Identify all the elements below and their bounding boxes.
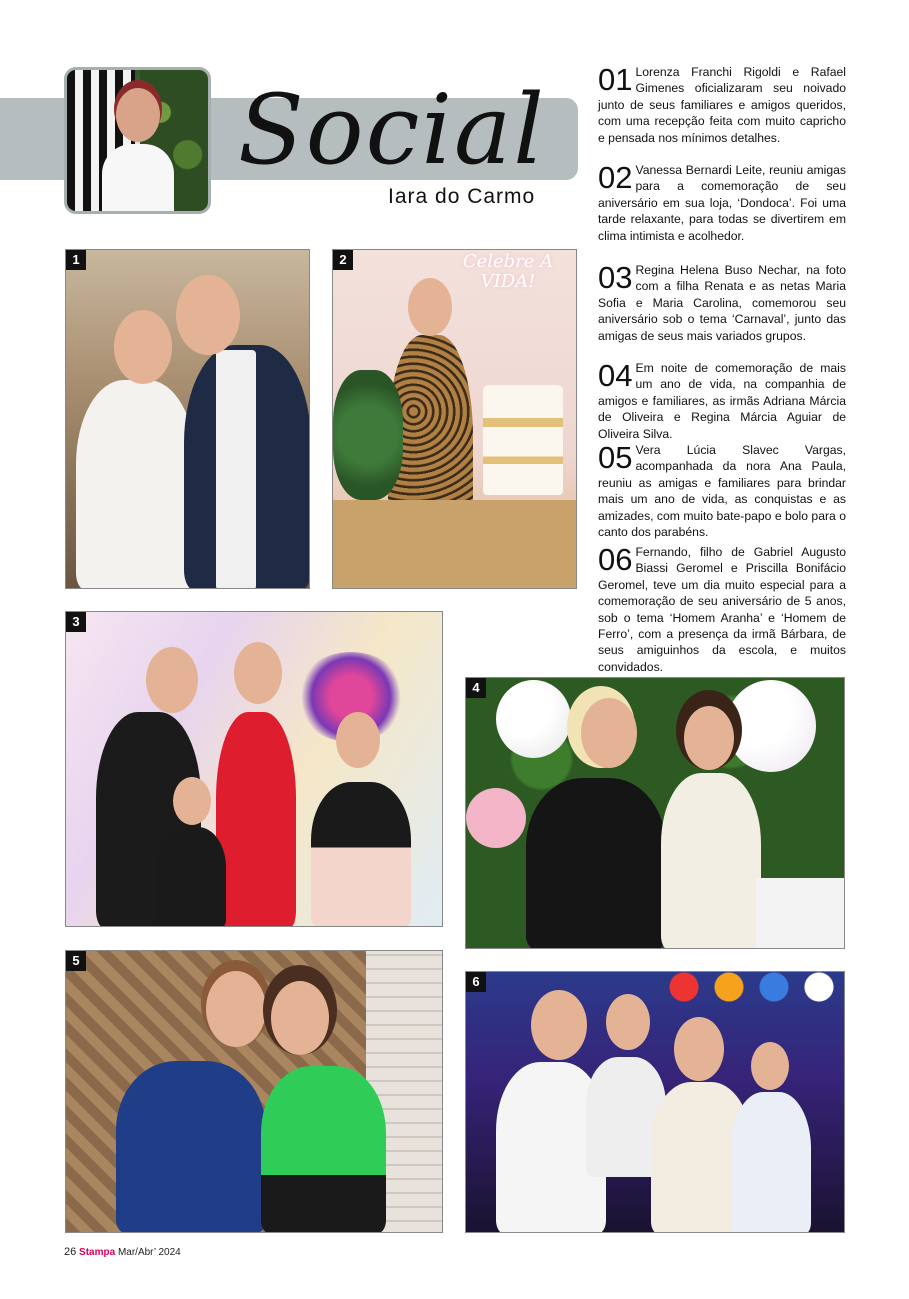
photo-6-father-face xyxy=(531,990,587,1060)
caption-text: Vanessa Bernardi Leite, reuniu amigas para a comemoração de seu aniversário em sua loja, ‘Dondoca’. Foi uma tarde relaxante, para todas se divertirem em clima intimista e acolhedor. xyxy=(598,163,846,243)
photo-badge: 2 xyxy=(333,250,353,270)
photo-4-table xyxy=(756,878,845,949)
caption-text: Em noite de comemoração de mais um ano de vida, na companhia de amigos e familiares, as irmãs Adriana Márcia de Oliveira e Regina Márcia Aguiar de Oliveira Silva. xyxy=(598,361,846,441)
caption-04 xyxy=(598,358,846,441)
photo-6-mother-face xyxy=(674,1017,724,1081)
photo-3 xyxy=(65,611,443,927)
caption-text: Vera Lúcia Slavec Vargas, acompanhada da nora Ana Paula, reuniu as amigas e familiares para brindar mais um ano de vida, as conquistas e as amizades, com muito bate-papo e bolo para o canto dos parabéns. xyxy=(598,443,846,540)
photo-badge: 1 xyxy=(66,250,86,270)
photo-3-grandmother-face xyxy=(146,647,198,713)
issue-date: Mar/Abr’ 2024 xyxy=(117,1247,181,1258)
caption-06 xyxy=(598,544,846,675)
photo-6-girl-face xyxy=(751,1042,789,1090)
portrait-person xyxy=(102,88,174,208)
photo-2-cake xyxy=(483,385,563,495)
photo-4-blonde-woman-face xyxy=(581,698,637,768)
caption-text: Fernando, filho de Gabriel Augusto Biassi Geromel e Priscilla Bonifácio Geromel, teve um dia muito especial para a comemoração de seu aniversário de 5 anos, sob o tema ‘Homem Aranha’ e ‘Homem de Ferro’, com a presença da irmã Bárbara, de seus amiguinhos da escola, e muitos convidados. xyxy=(598,545,846,674)
photo-6-boy-face xyxy=(606,994,650,1050)
caption-text: Lorenza Franchi Rigoldi e Rafael Gimenes oficializaram seu noivado junto de seus familiares e amigos queridos, com uma recepção feita com muito capricho e pensada nos mínimos detalhes. xyxy=(598,65,846,145)
photo-4-dark-hair-woman-face xyxy=(684,706,734,770)
magazine-brand: Stampa xyxy=(79,1247,116,1258)
portrait-head xyxy=(116,88,160,142)
photo-3-granddaughter xyxy=(311,782,411,927)
photo-badge: 4 xyxy=(466,678,486,698)
page-number: 26 xyxy=(64,1246,77,1258)
caption-number: 03 xyxy=(598,260,633,295)
photo-6-girl xyxy=(731,1092,811,1233)
caption-05 xyxy=(598,440,846,540)
photo-5 xyxy=(65,950,443,1233)
photo-1-bride xyxy=(76,380,196,589)
photo-badge: 3 xyxy=(66,612,86,632)
section-title: Social xyxy=(238,74,546,186)
photo-3-granddaughter-face xyxy=(336,712,380,768)
photo-2 xyxy=(332,249,577,589)
page-footer xyxy=(64,1246,181,1258)
photo-1-bride-face xyxy=(114,310,172,384)
caption-number: 02 xyxy=(598,160,633,195)
photo-badge: 5 xyxy=(66,951,86,971)
caption-number: 06 xyxy=(598,542,633,577)
photo-4-blonde-woman xyxy=(526,778,666,949)
photo-5-older-woman xyxy=(116,1061,266,1233)
photo-4-dark-hair-woman xyxy=(661,773,761,949)
photo-2-neon-sign: Celebre A VIDA! xyxy=(462,251,554,292)
photo-badge: 6 xyxy=(466,972,486,992)
captions-column xyxy=(598,64,846,675)
photo-5-younger-woman xyxy=(261,1066,386,1233)
photo-5-older-woman-face xyxy=(206,971,266,1047)
photo-3-daughter-face xyxy=(234,642,282,704)
photo-6 xyxy=(465,971,845,1233)
photo-2-table xyxy=(333,500,577,589)
photo-3-granddaughter-small-face xyxy=(173,777,211,825)
photo-1-groom-shirt xyxy=(216,350,256,589)
photo-2-woman-face xyxy=(408,278,452,336)
photo-5-younger-woman-face xyxy=(271,981,329,1055)
portrait-dress xyxy=(102,144,174,214)
caption-text: Regina Helena Buso Nechar, na foto com a filha Renata e as netas Maria Sofia e Maria Carolina, comemorou seu aniversário sob o tema ‘Carnaval’, junto das amigas de seus mais variados grupos. xyxy=(598,263,846,343)
photo-4-balloon-left xyxy=(496,680,571,758)
caption-01 xyxy=(598,64,846,144)
photo-4 xyxy=(465,677,845,949)
caption-number: 04 xyxy=(598,358,633,393)
caption-number: 01 xyxy=(598,62,633,97)
columnist-name: Iara do Carmo xyxy=(388,185,536,208)
photo-3-granddaughter-small xyxy=(156,827,226,927)
photo-1-groom-face xyxy=(176,275,240,355)
photo-2-plants xyxy=(333,370,403,500)
caption-03 xyxy=(598,262,846,344)
caption-02 xyxy=(598,162,846,244)
caption-number: 05 xyxy=(598,440,633,475)
photo-4-flowers xyxy=(466,788,526,848)
photo-4-balloon-right xyxy=(726,680,816,772)
columnist-portrait xyxy=(64,67,211,214)
photo-6-balloons xyxy=(666,972,845,1002)
photo-1 xyxy=(65,249,310,589)
photo-3-daughter xyxy=(216,712,296,927)
